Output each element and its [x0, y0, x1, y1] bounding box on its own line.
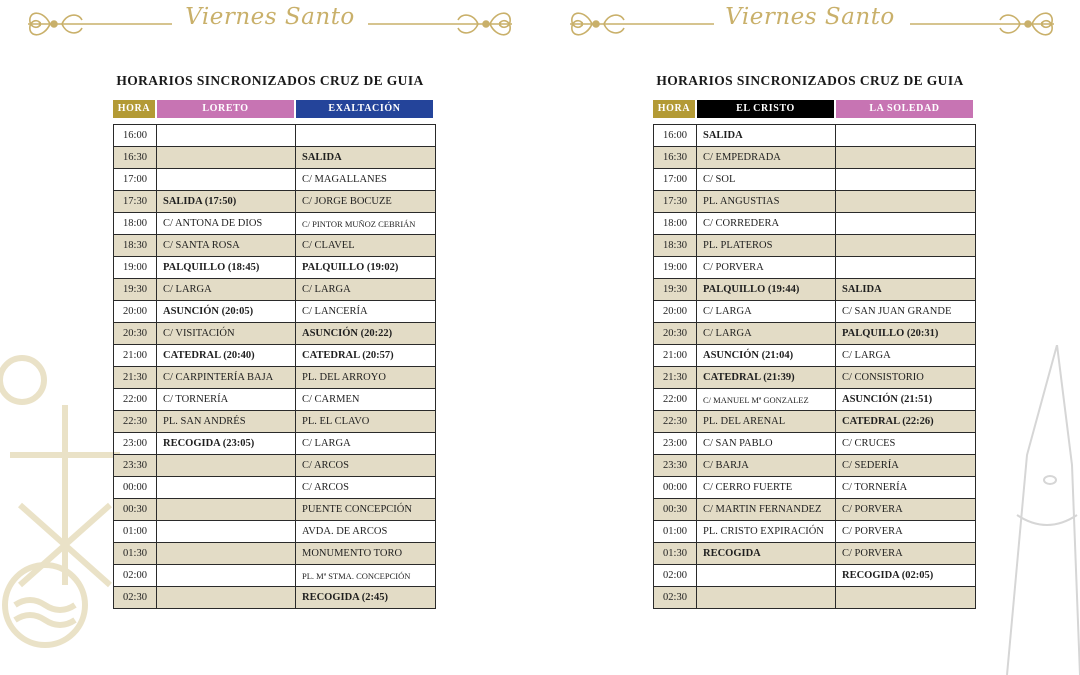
time-cell: 02:30	[654, 587, 697, 609]
time-cell: 21:00	[114, 345, 157, 367]
banner-title: Viernes Santo	[185, 4, 355, 30]
route-cell-col2: C/ PORVERA	[836, 521, 976, 543]
route-cell-col2: C/ LARGA	[296, 433, 436, 455]
table-row	[654, 477, 976, 499]
route-cell-col2	[836, 213, 976, 235]
route-cell-col1: C/ SAN PABLO	[697, 433, 836, 455]
nazareno-figure-icon	[972, 345, 1080, 675]
route-cell-col1	[157, 521, 296, 543]
route-cell-col1: C/ CARPINTERÍA BAJA	[157, 367, 296, 389]
time-cell: 17:00	[114, 169, 157, 191]
header-el-cristo: EL CRISTO	[697, 100, 834, 118]
time-cell: 01:00	[114, 521, 157, 543]
route-cell-col2	[836, 191, 976, 213]
route-cell-col2: C/ PORVERA	[836, 499, 976, 521]
time-cell: 20:00	[654, 301, 697, 323]
time-cell: 18:00	[654, 213, 697, 235]
time-cell: 20:30	[114, 323, 157, 345]
table-row	[654, 213, 976, 235]
route-cell-col2	[836, 147, 976, 169]
route-cell-col1	[157, 169, 296, 191]
table-row	[654, 323, 976, 345]
route-cell-col1	[157, 499, 296, 521]
route-cell-col2: PL. EL CLAVO	[296, 411, 436, 433]
route-cell-col2: C/ ARCOS	[296, 455, 436, 477]
time-cell: 02:00	[654, 565, 697, 587]
route-cell-col1: C/ CORREDERA	[697, 213, 836, 235]
table-row	[654, 191, 976, 213]
table-row	[114, 565, 436, 587]
time-cell: 22:00	[114, 389, 157, 411]
table-row	[654, 543, 976, 565]
table-row	[654, 521, 976, 543]
route-cell-col2: C/ LARGA	[836, 345, 976, 367]
table-row	[114, 543, 436, 565]
route-cell-col2: RECOGIDA (2:45)	[296, 587, 436, 609]
route-cell-col1: ASUNCIÓN (20:05)	[157, 301, 296, 323]
table-row	[114, 411, 436, 433]
table-row	[654, 301, 976, 323]
route-cell-col1: PL. SAN ANDRÉS	[157, 411, 296, 433]
route-cell-col1: C/ MARTIN FERNANDEZ	[697, 499, 836, 521]
route-cell-col1: PALQUILLO (19:44)	[697, 279, 836, 301]
route-cell-col2: C/ LARGA	[296, 279, 436, 301]
route-cell-col1: RECOGIDA	[697, 543, 836, 565]
route-cell-col1: C/ LARGA	[157, 279, 296, 301]
time-cell: 02:30	[114, 587, 157, 609]
route-cell-col1: C/ SANTA ROSA	[157, 235, 296, 257]
table-row	[114, 279, 436, 301]
time-cell: 16:30	[114, 147, 157, 169]
time-cell: 21:00	[654, 345, 697, 367]
route-cell-col1: C/ CERRO FUERTE	[697, 477, 836, 499]
table-row	[114, 345, 436, 367]
table-row	[114, 499, 436, 521]
time-cell: 20:00	[114, 301, 157, 323]
route-cell-col1	[157, 477, 296, 499]
route-cell-col2: C/ SAN JUAN GRANDE	[836, 301, 976, 323]
banner-title: Viernes Santo	[725, 4, 895, 30]
time-cell: 18:30	[654, 235, 697, 257]
route-cell-col2: CATEDRAL (22:26)	[836, 411, 976, 433]
table-row	[654, 147, 976, 169]
route-cell-col2	[836, 587, 976, 609]
route-cell-col2	[836, 125, 976, 147]
route-cell-col1	[697, 565, 836, 587]
table-row	[654, 125, 976, 147]
route-cell-col1	[157, 587, 296, 609]
route-cell-col1: C/ VISITACIÓN	[157, 323, 296, 345]
route-cell-col2: C/ CARMEN	[296, 389, 436, 411]
time-cell: 01:30	[114, 543, 157, 565]
table-row	[114, 169, 436, 191]
time-cell: 21:30	[114, 367, 157, 389]
schedule-table-right	[653, 124, 976, 609]
table-row	[114, 257, 436, 279]
header-loreto: LORETO	[157, 100, 294, 118]
table-row	[114, 587, 436, 609]
route-cell-col2: SALIDA	[296, 147, 436, 169]
route-cell-col2: C/ CRUCES	[836, 433, 976, 455]
route-cell-col2: PL. Mª STMA. CONCEPCIÓN	[296, 565, 436, 587]
table-row	[114, 147, 436, 169]
time-cell: 23:30	[114, 455, 157, 477]
time-cell: 23:00	[654, 433, 697, 455]
route-cell-col2: PALQUILLO (19:02)	[296, 257, 436, 279]
time-cell: 19:00	[654, 257, 697, 279]
time-cell: 18:30	[114, 235, 157, 257]
route-cell-col1: CATEDRAL (21:39)	[697, 367, 836, 389]
route-cell-col2: SALIDA	[836, 279, 976, 301]
route-cell-col1: PALQUILLO (18:45)	[157, 257, 296, 279]
route-cell-col1: PL. CRISTO EXPIRACIÓN	[697, 521, 836, 543]
route-cell-col1: C/ PORVERA	[697, 257, 836, 279]
route-cell-col2: PALQUILLO (20:31)	[836, 323, 976, 345]
header-exaltacion: EXALTACIÓN	[296, 100, 433, 118]
route-cell-col1: SALIDA (17:50)	[157, 191, 296, 213]
header-hora: HORA	[113, 100, 155, 118]
route-cell-col2: C/ PINTOR MUÑOZ CEBRIÁN	[296, 213, 436, 235]
time-cell: 01:30	[654, 543, 697, 565]
time-cell: 22:00	[654, 389, 697, 411]
route-cell-col2: ASUNCIÓN (21:51)	[836, 389, 976, 411]
table-row	[114, 323, 436, 345]
route-cell-col1: ASUNCIÓN (21:04)	[697, 345, 836, 367]
route-cell-col2: RECOGIDA (02:05)	[836, 565, 976, 587]
time-cell: 19:30	[114, 279, 157, 301]
route-cell-col2: C/ SEDERÍA	[836, 455, 976, 477]
time-cell: 23:00	[114, 433, 157, 455]
route-cell-col2: PL. DEL ARROYO	[296, 367, 436, 389]
time-cell: 22:30	[654, 411, 697, 433]
route-cell-col1: C/ EMPEDRADA	[697, 147, 836, 169]
route-cell-col2: C/ JORGE BOCUZE	[296, 191, 436, 213]
route-cell-col2: ASUNCIÓN (20:22)	[296, 323, 436, 345]
route-cell-col1: CATEDRAL (20:40)	[157, 345, 296, 367]
time-cell: 16:30	[654, 147, 697, 169]
table-row	[654, 279, 976, 301]
table-row	[654, 411, 976, 433]
time-cell: 20:30	[654, 323, 697, 345]
time-cell: 01:00	[654, 521, 697, 543]
table-row	[114, 455, 436, 477]
table-row	[654, 169, 976, 191]
table-row	[654, 433, 976, 455]
table-row	[654, 455, 976, 477]
route-cell-col2: MONUMENTO TORO	[296, 543, 436, 565]
table-row	[654, 565, 976, 587]
table-row	[114, 521, 436, 543]
route-cell-col2: C/ CONSISTORIO	[836, 367, 976, 389]
time-cell: 02:00	[114, 565, 157, 587]
table-row	[114, 301, 436, 323]
route-cell-col2	[836, 169, 976, 191]
route-cell-col2: C/ MAGALLANES	[296, 169, 436, 191]
route-cell-col2: C/ CLAVEL	[296, 235, 436, 257]
time-cell: 19:00	[114, 257, 157, 279]
column-headers	[653, 100, 975, 118]
table-row	[654, 345, 976, 367]
route-cell-col1	[697, 587, 836, 609]
table-row	[114, 433, 436, 455]
time-cell: 00:30	[114, 499, 157, 521]
route-cell-col1: PL. DEL ARENAL	[697, 411, 836, 433]
time-cell: 21:30	[654, 367, 697, 389]
time-cell: 19:30	[654, 279, 697, 301]
route-cell-col2: CATEDRAL (20:57)	[296, 345, 436, 367]
left-banner	[0, 0, 540, 48]
route-cell-col2: AVDA. DE ARCOS	[296, 521, 436, 543]
time-cell: 00:00	[654, 477, 697, 499]
route-cell-col1: C/ LARGA	[697, 323, 836, 345]
route-cell-col2	[296, 125, 436, 147]
time-cell: 00:00	[114, 477, 157, 499]
route-cell-col1: C/ BARJA	[697, 455, 836, 477]
header-hora: HORA	[653, 100, 695, 118]
time-cell: 16:00	[114, 125, 157, 147]
time-cell: 00:30	[654, 499, 697, 521]
table-row	[114, 213, 436, 235]
route-cell-col1: C/ TORNERÍA	[157, 389, 296, 411]
route-cell-col1: PL. ANGUSTIAS	[697, 191, 836, 213]
table-row	[114, 235, 436, 257]
route-cell-col1	[157, 543, 296, 565]
route-cell-col2: C/ LANCERÍA	[296, 301, 436, 323]
right-page	[540, 0, 1080, 675]
time-cell: 18:00	[114, 213, 157, 235]
route-cell-col1	[157, 455, 296, 477]
route-cell-col1: C/ ANTONA DE DIOS	[157, 213, 296, 235]
right-banner	[540, 0, 1080, 48]
route-cell-col1	[157, 565, 296, 587]
route-cell-col1	[157, 125, 296, 147]
route-cell-col1	[157, 147, 296, 169]
route-cell-col2: PUENTE CONCEPCIÓN	[296, 499, 436, 521]
route-cell-col2: C/ PORVERA	[836, 543, 976, 565]
time-cell: 17:30	[654, 191, 697, 213]
route-cell-col2: C/ ARCOS	[296, 477, 436, 499]
route-cell-col2	[836, 257, 976, 279]
time-cell: 23:30	[654, 455, 697, 477]
table-row	[654, 587, 976, 609]
table-row	[654, 389, 976, 411]
route-cell-col1: C/ MANUEL Mª GONZALEZ	[697, 389, 836, 411]
route-cell-col1: C/ SOL	[697, 169, 836, 191]
table-row	[654, 257, 976, 279]
table-row	[114, 389, 436, 411]
route-cell-col1: SALIDA	[697, 125, 836, 147]
table-row	[114, 191, 436, 213]
table-row	[654, 367, 976, 389]
route-cell-col1: RECOGIDA (23:05)	[157, 433, 296, 455]
route-cell-col2: C/ TORNERÍA	[836, 477, 976, 499]
table-row	[114, 477, 436, 499]
table-row	[654, 235, 976, 257]
time-cell: 17:30	[114, 191, 157, 213]
route-cell-col2	[836, 235, 976, 257]
table-heading: HORARIOS SINCRONIZADOS CRUZ DE GUIA	[116, 73, 424, 88]
route-cell-col1: PL. PLATEROS	[697, 235, 836, 257]
schedule-table-left	[113, 124, 436, 609]
time-cell: 16:00	[654, 125, 697, 147]
table-heading: HORARIOS SINCRONIZADOS CRUZ DE GUIA	[656, 73, 964, 88]
table-row	[114, 125, 436, 147]
route-cell-col1: C/ LARGA	[697, 301, 836, 323]
column-headers	[113, 100, 435, 118]
table-row	[114, 367, 436, 389]
header-la-soledad: LA SOLEDAD	[836, 100, 973, 118]
time-cell: 17:00	[654, 169, 697, 191]
time-cell: 22:30	[114, 411, 157, 433]
table-row	[654, 499, 976, 521]
